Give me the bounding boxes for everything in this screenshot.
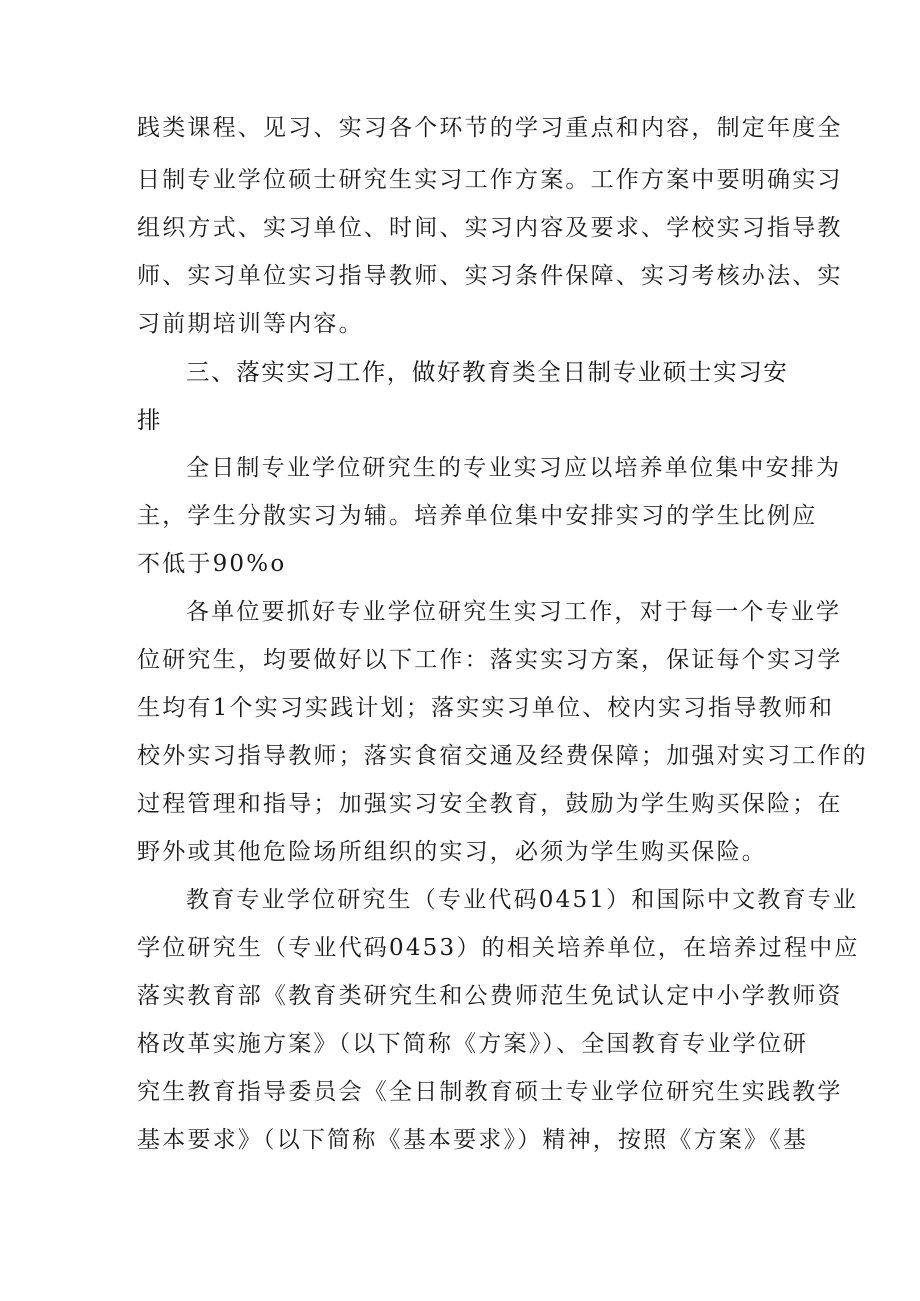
body-text-line: 野外或其他危险场所组织的实习，必须为学生购买保险。 [137,839,767,865]
paragraph-first-line: 教育专业学位研究生（专业代码0451）和国际中文教育专业 [186,887,859,913]
body-text-line: 校外实习指导教师；落实食宿交通及经费保障；加强对实习工作的 [137,743,868,769]
body-text-line: 践类课程、见习、实习各个环节的学习重点和内容，制定年度全 [137,115,843,141]
body-text-line: 习前期培训等内容。 [137,311,364,337]
section-heading: 三、落实实习工作，做好教育类全日制专业硕士实习安 [186,358,789,386]
body-text-line: 日制专业学位硕士研究生实习工作方案。工作方案中要明确实习 [137,167,843,193]
body-text-line: 主，学生分散实习为辅。培养单位集中安排实习的学生比例应 [137,503,818,529]
body-text-line: 基本要求》（以下简称《基本要求》）精神，按照《方案》《基 [137,1127,809,1153]
body-text-line: 师、实习单位实习指导教师、实习条件保障、实习考核办法、实 [137,263,843,289]
paragraph-first-line: 全日制专业学位研究生的专业实习应以培养单位集中安排为 [186,455,842,481]
paragraph-first-line: 各单位要抓好专业学位研究生实习工作，对于每一个专业学 [186,599,842,625]
body-text-line: 不低于90%o [137,551,287,577]
body-text-line: 组织方式、实习单位、时间、实习内容及要求、学校实习指导教 [137,215,843,241]
body-text-line: 过程管理和指导；加强实习安全教育，鼓励为学生购买保险；在 [137,791,843,817]
section-heading-continued: 排 [137,406,163,434]
body-text-line: 究生教育指导委员会《全日制教育硕士专业学位研究生实践教学 [137,1079,843,1105]
body-text-line: 落实教育部《教育类研究生和公费师范生免试认定中小学教师资 [137,983,843,1009]
body-text-line: 生均有1个实习实践计划；落实实习单位、校内实习指导教师和 [137,695,835,721]
body-text-line: 位研究生，均要做好以下工作：落实实习方案，保证每个实习学 [137,647,843,673]
body-text-line: 学位研究生（专业代码0453）的相关培养单位，在培养过程中应 [137,935,860,961]
body-text-line: 格改革实施方案》（以下简称《方案》）、全国教育专业学位研 [137,1031,809,1057]
